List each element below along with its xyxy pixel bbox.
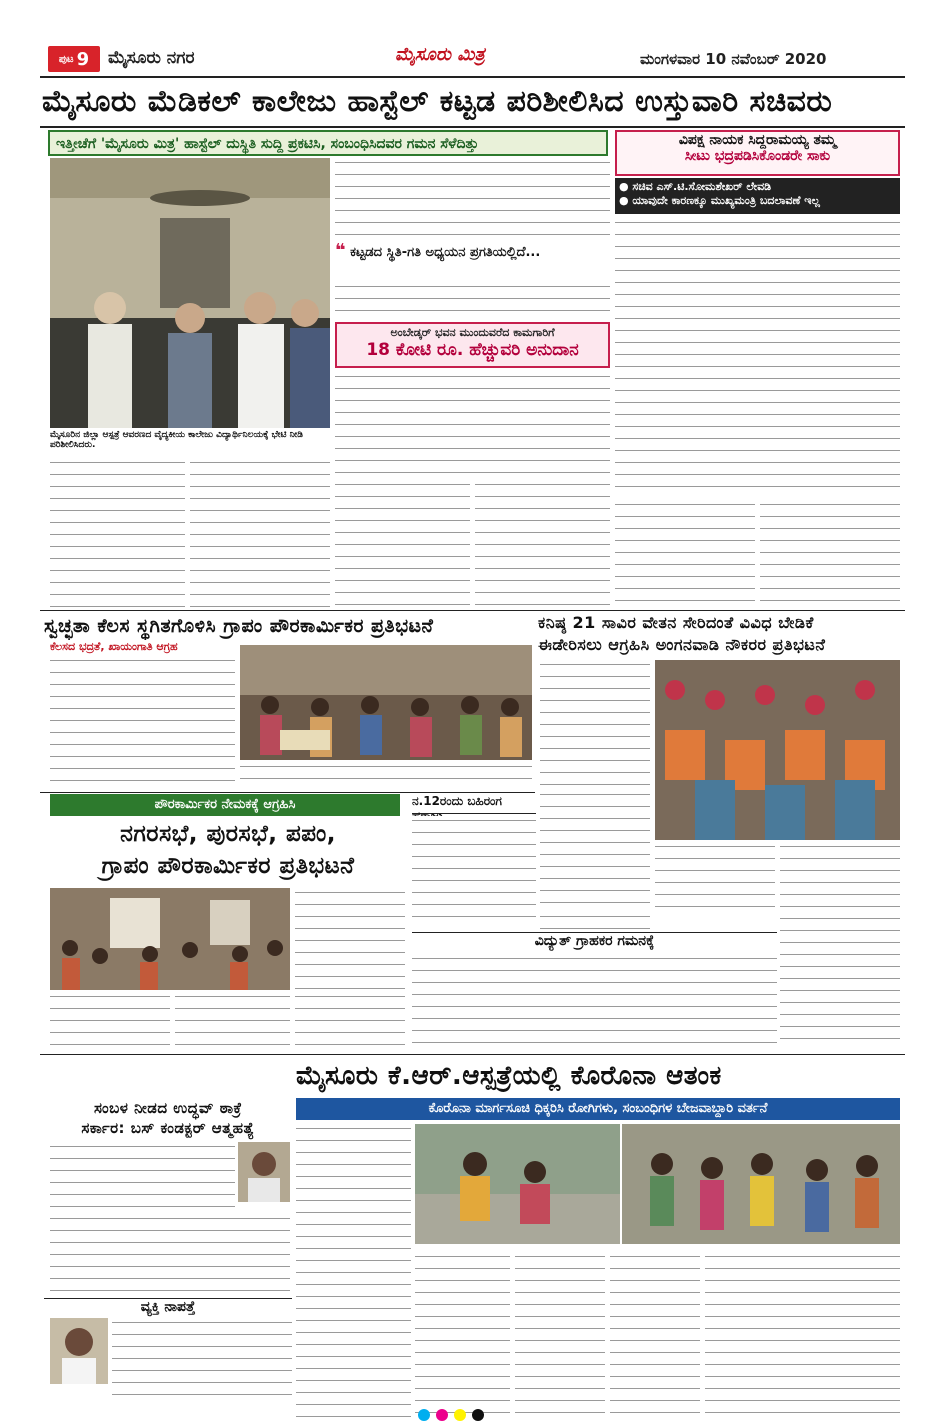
bus-body [50,1142,235,1212]
corona-headline: ಮೈಸೂರು ಕೆ.ಆರ್.ಆಸ್ಪತ್ರೆಯಲ್ಲಿ ಕೊರೊನಾ ಆತಂಕ [296,1061,722,1091]
row-rule-3 [40,1054,905,1055]
opposition-headline-1: ವಿಪಕ್ಷ ನಾಯಕ ಸಿದ್ದರಾಮಯ್ಯ ತಮ್ಮ [678,132,837,148]
issue-date: ಮಂಗಳವಾರ 10 ನವೆಂಬರ್ 2020 [640,50,827,68]
conductor-portrait-art [238,1142,290,1202]
newspaper-brand: ಮೈಸೂರು ಮಿತ್ರ [395,44,485,65]
sanitation-sub: ಕೆಲಸದ ಭದ್ರತೆ, ಖಾಯಂಗಾತಿ ಆಗ್ರಹ [50,640,178,653]
bus-headline-1: ಸಂಬಳ ನೀಡದ ಉದ್ಧವ್ ಠಾಕ್ರೆ [94,1099,242,1117]
corona-col-3 [515,1252,605,1424]
section-title: ಮೈಸೂರು ನಗರ [108,48,195,68]
missing-person-photo [50,1318,108,1384]
municipal-col-3 [295,992,405,1052]
grant-body [335,372,610,477]
missing-headline: ವ್ಯಕ್ತಿ ನಾಪತ್ತೆ [44,1298,292,1315]
black-mark [472,1409,484,1421]
opposition-body [615,218,900,498]
missing-body [112,1318,292,1398]
page-label: ಪುಟ [58,53,74,65]
sanitation-photo-art [240,645,532,760]
missing-person-art [50,1318,108,1384]
grant-kicker: ಅಂಬೇಡ್ಕರ್ ಭವನ ಮುಂದುವರೆದ ಕಾಮಗಾರಿಗೆ [390,326,555,339]
print-registration-marks [415,1406,487,1425]
municipal-headline-2: ಗ್ರಾಪಂ ಪೌರಕಾರ್ಮಿಕರ ಪ್ರತಿಭಟನೆ [101,853,355,879]
opposition-bullet-2: ● ಯಾವುದೇ ಕಾರಣಕ್ಕೂ ಮುಖ್ಯಮಂತ್ರಿ ಬದಲಾವಣೆ ಇಲ್ಲ [619,194,820,207]
municipal-col-right [295,888,405,990]
lead-headline: ಮೈಸೂರು ಮೆಡಿಕಲ್ ಕಾಲೇಜು ಹಾಸ್ಟೆಲ್ ಕಟ್ಟಡ ಪರಿಶೀಲಿಸಿದ ಉಸ್ತುವಾರಿ ಸಚಿವರು [42,84,833,119]
corona-photo-1 [415,1124,620,1244]
opposition-bullets [615,178,900,214]
hostel-photo-art [50,158,330,428]
sanitation-body [50,656,235,788]
power-body [412,954,777,1052]
municipal-col-2 [175,992,290,1052]
corona-col-5 [705,1252,900,1424]
municipal-protest-photo [50,888,290,990]
opposition-headline-box [615,130,900,176]
bus-body-2 [50,1214,290,1294]
anganwadi-col-3 [655,842,775,912]
anganwadi-col-4 [780,842,900,1050]
grant-headline: 18 ಕೋಟಿ ರೂ. ಹೆಚ್ಚುವರಿ ಅನುದಾನ [366,340,579,360]
lead-col-1 [50,458,185,608]
page-number-tag [48,46,100,72]
lead-photo-caption: ಮೈಸೂರಿನ ಜಿಲ್ಲಾ ಆಸ್ಪತ್ರೆ ಆವರಣದ ವೈದ್ಯಕೀಯ ಕಾಲೇಜು ವಿದ್ಯಾರ್ಥಿನಿಲಯಕ್ಕೆ ಭೇಟಿ ನೀಡಿ ಪರಿಶೀಲಿಸಿದರು. [50,430,303,450]
lead-quote-body [335,282,610,317]
auction-body [412,816,536,928]
opposition-bullet-1: ● ಸಚಿವ ಎಸ್.ಟಿ.ಸೋಮಶೇಖರ್ ಲೇವಡಿ [619,180,772,193]
municipal-photo-art [50,888,290,990]
grant-headline-box [335,322,610,368]
opposition-headline-2: ಸೀಟು ಭದ್ರಪಡಿಸಿಕೊಂಡರೇ ಸಾಕು [684,148,831,164]
corona-photo-2 [622,1124,900,1244]
lead-quote-text: ಕಟ್ಟಡದ ಸ್ಥಿತಿ-ಗತಿ ಅಧ್ಯಯನ ಪ್ರಗತಿಯಲ್ಲಿದೆ... [350,245,541,260]
sanitation-protest-photo [240,645,532,760]
bus-headline-2: ಸರ್ಕಾರ: ಬಸ್ ಕಂಡಕ್ಟರ್ ಆತ್ಮಹತ್ಯೆ [81,1119,255,1137]
page-number: 9 [76,48,90,70]
grant-col-2 [475,480,610,608]
bus-headline [44,1098,292,1138]
municipal-col-1 [50,992,170,1052]
corona-col-1 [296,1124,411,1424]
anganwadi-photo-art [655,660,900,840]
lead-col-2 [190,458,330,608]
opposition-col-1 [615,500,755,608]
hostel-inspection-photo [50,158,330,428]
lead-quote [335,240,610,280]
corona-strip: ಕೊರೊನಾ ಮಾರ್ಗಸೂಚಿ ಧಿಕ್ಕರಿಸಿ ರೋಗಿಗಳು, ಸಂಬಂಧಿಗಳ ಬೇಜವಾಬ್ದಾರಿ ವರ್ತನೆ [296,1098,900,1120]
corona-photo-1-art [415,1124,620,1244]
anganwadi-headline-2: ಈಡೇರಿಸಲು ಆಗ್ರಹಿಸಿ ಅಂಗನವಾಡಿ ನೌಕರರ ಪ್ರತಿಭಟನೆ [538,635,826,654]
anganwadi-headline-1: ಕನಿಷ್ಠ 21 ಸಾವಿರ ವೇತನ ಸೇರಿದಂತೆ ವಿವಿಧ ಬೇಡಿಕೆ [538,613,814,632]
municipal-kicker: ಪೌರಕಾರ್ಮಿಕರ ನೇಮಕಕ್ಕೆ ಆಗ್ರಹಿಸಿ [50,794,400,816]
corona-col-4 [610,1252,700,1424]
power-headline: ವಿದ್ಯುತ್ ಗ್ರಾಹಕರ ಗಮನಕ್ಕೆ [412,932,777,952]
corona-col-2 [415,1252,510,1424]
anganwadi-body [540,660,650,788]
municipal-headline-1: ನಗರಸಭೆ, ಪುರಸಭೆ, ಪಪಂ, [120,821,336,847]
sanitation-body-2 [240,762,532,790]
masthead-rule [40,76,905,78]
auction-headline: ನ.12ರಂದು ಬಹಿರಂಗ [412,794,536,814]
cyan-mark [418,1409,430,1421]
anganwadi-col-2 [540,790,650,910]
auction-body-2 [540,912,650,932]
row-rule-2 [40,792,535,793]
yellow-mark [454,1409,466,1421]
magenta-mark [436,1409,448,1421]
conductor-portrait [238,1142,290,1202]
lead-rule [40,126,905,128]
opposition-col-2 [760,500,900,608]
lead-banner: ಇತ್ತೀಚೆಗೆ 'ಮೈಸೂರು ಮಿತ್ರ' ಹಾಸ್ಟೆಲ್ ದುಸ್ಥಿತಿ ಸುದ್ದಿ ಪ್ರಕಟಿಸಿ, ಸಂಬಂಧಿಸಿದವರ ಗಮನ ಸೆಳೆದಿತ್ತು [48,130,608,156]
anganwadi-headline [538,612,900,656]
sanitation-headline: ಸ್ವಚ್ಛತಾ ಕೆಲಸ ಸ್ಥಗಿತಗೊಳಿಸಿ ಗ್ರಾಪಂ ಪೌರಕಾರ್ಮಿಕರ ಪ್ರತಿಭಟನೆ [44,615,434,637]
quote-icon: ❝ [335,240,346,261]
anganwadi-protest-photo [655,660,900,840]
municipal-headline [48,818,408,882]
grant-col-1 [335,480,470,608]
lead-body-text [335,158,610,238]
corona-photo-2-art [622,1124,900,1244]
row-rule-1 [40,610,905,611]
